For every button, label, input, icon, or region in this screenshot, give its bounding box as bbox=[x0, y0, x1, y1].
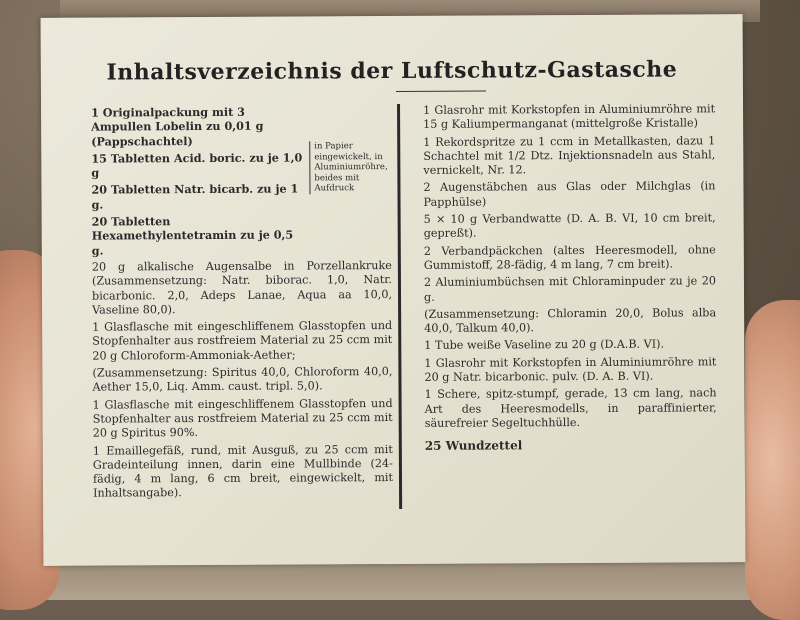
footer-item: 25 Wundzettel bbox=[424, 438, 523, 454]
list-item: 1 Glasflasche mit eingeschliffenem Glasstopfen und Stopfenhalter aus rostfreiem Material zu 25 ccm mit 20 g Spiritus 90%. bbox=[92, 396, 393, 440]
list-item: 20 Tabletten Natr. bicarb. zu je 1 g. bbox=[91, 181, 299, 212]
list-item: (Zusammensetzung: Spiritus 40,0, Chloroform 40,0, Aether 15,0, Liq. Amm. caust. tripl. 5,0). bbox=[92, 365, 393, 394]
list-item: 20 Tabletten Hexamethylentetramin zu je 0,5 g. bbox=[91, 214, 294, 258]
list-item: 1 Glasrohr mit Korkstopfen in Aluminiumröhre mit 15 g Kaliumpermanganat (mittelgroße Kristalle) bbox=[423, 102, 716, 132]
list-item: 1 Schere, spitz-stumpf, gerade, 13 cm lang, nach Art des Heeresmodells, in paraffinierter, säurefreier Segeltuchhülle. bbox=[424, 386, 717, 430]
list-item: 1 Emaillegefäß, rund, mit Ausguß, zu 25 ccm mit Gradeinteilung innen, darin eine Mullbinde (24-fädig, 4 m lang, 6 cm breit, eingewickelt, mit Inhaltsangabe). bbox=[92, 442, 394, 500]
right-column bbox=[423, 102, 717, 456]
title-rule bbox=[396, 91, 486, 92]
list-item: 1 Tube weiße Vaseline zu 20 g (D.A.B. VI). bbox=[424, 338, 665, 353]
contents-sheet bbox=[41, 14, 746, 566]
list-item: 2 Aluminiumbüchsen mit Chloraminpuder zu je 20 g. bbox=[423, 274, 716, 304]
list-item: 1 Glasrohr mit Korkstopfen in Aluminiumröhre mit 20 g Natr. bicarbonic. pulv. (D. A. B. VI). bbox=[424, 355, 717, 384]
tan-right-object bbox=[745, 300, 800, 620]
list-item: 1 Originalpackung mit 3 Ampullen Lobelin zu 0,01 g (Pappschachtel) bbox=[91, 104, 264, 149]
list-item: 5 × 10 g Verbandwatte (D. A. B. VI, 10 cm breit, gepreßt). bbox=[423, 211, 716, 241]
list-item: 2 Verbandpäckchen (altes Heeresmodell, ohne Gummistoff, 28-fädig, 4 m lang, 7 cm breit). bbox=[423, 242, 716, 272]
list-item: 20 g alkalische Augensalbe in Porzellankruke (Zusammensetzung: Natr. biborac. 1,0, Natr. bicarbonic. 2,0, Adeps Lanae, Aqua aa 10,0, Vaseline 80,0). bbox=[91, 258, 393, 317]
list-item: (Zusammensetzung: Chloramin 20,0, Bolus alba 40,0, Talkum 40,0). bbox=[424, 306, 717, 335]
list-item: 2 Augenstäbchen aus Glas oder Milchglas (in Papphülse) bbox=[423, 179, 716, 209]
bracket-note: in Papier eingewickelt, in Aluminiumröhre, beides mit Aufdruck bbox=[309, 141, 386, 194]
column-divider bbox=[397, 104, 402, 509]
list-item: 1 Rekordspritze zu 1 ccm in Metallkasten, dazu 1 Schachtel mit 1/2 Dtz. Injektionsnadeln aus Stahl, vernickelt, Nr. 12. bbox=[423, 133, 716, 178]
sheet-title: Inhaltsverzeichnis der Luftschutz-Gastasche bbox=[106, 56, 678, 86]
box-bottom-edge bbox=[40, 560, 760, 600]
list-item: 15 Tabletten Acid. boric. zu je 1,0 g bbox=[91, 150, 303, 180]
list-item: 1 Glasflasche mit eingeschliffenem Glasstopfen und Stopfenhalter aus rostfreiem Material zu 25 ccm mit 20 g Chloroform-Ammoniak-Aether; bbox=[92, 319, 393, 363]
